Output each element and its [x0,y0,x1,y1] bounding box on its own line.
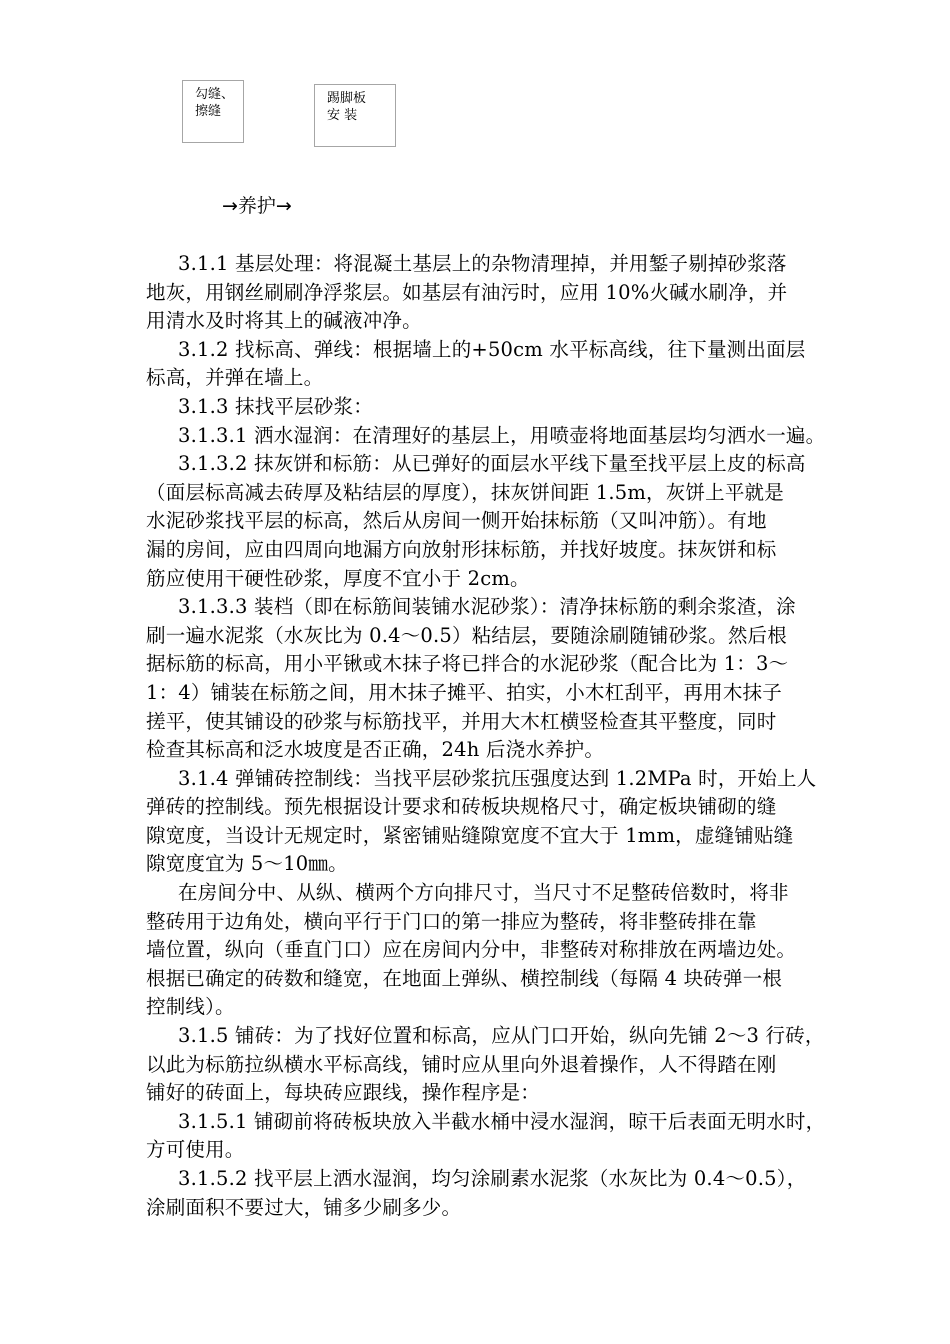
paragraph-3-1-3-1: 3.1.3.1 洒水湿润：在清理好的基层上，用喷壶将地面基层均匀洒水一遍。 [178,423,826,447]
paragraph-3-1-5-1: 3.1.5.1 铺砌前将砖板块放入半截水桶中浸水湿润，晾干后表面无明水时， 方可使用。 [146,1109,826,1162]
paragraph-3-1-2: 3.1.2 找标高、弹线：根据墙上的+50cm 水平标高线，往下量测出面层 标高，并弹在墙上。 [146,337,806,390]
paragraph-3-1-5-2: 3.1.5.2 找平层上洒水湿润，均匀涂刷素水泥浆（水灰比为 0.4～0.5）， 涂刷面积不要过大，铺多少刷多少。 [146,1167,807,1219]
paragraph-3-1-3-3: 3.1.3.3 装档（即在标筋间装铺水泥砂浆）：清净抹标筋的剩余浆渣，涂 刷一遍水泥浆（水灰比为 0.4～0.5）粘结层，要随涂刷随铺砂浆。然后根 据标筋的标高，用小平锹或木抹子将已拌合的水泥砂浆（配合比为 1：3～ 1：4）铺装在标筋之间，用木抹子摊平、拍实，小木杠刮平，再用木抹子 搓平，使其铺设的砂浆与标筋找平，并用大木杠横竖检查其平整度，同时 检查其标高和泛水坡度是否正确，24h 后浇水养护。 [146,595,796,762]
paragraph-3-1-4: 3.1.4 弹铺砖控制线：当找平层砂浆抗压强度达到 1.2MPa 时，开始上人 弹砖的控制线。预先根据设计要求和砖板块规格尺寸，确定板块铺砌的缝 隙宽度，当设计无规定时，紧密铺贴缝隙宽度不宜大于 1mm，虚缝铺贴缝 隙宽度宜为 5～10㎜。 [146,766,817,876]
document-body [146,250,906,1222]
paragraph-3-1-1: 3.1.1 基层处理：将混凝土基层上的杂物清理掉，并用錾子剔掉砂浆落 地灰，用钢丝刷刷净浮浆层。如基层有油污时，应用 10%火碱水刷净，并 用清水及时将其上的碱液冲净。 [146,252,788,333]
paragraph-3-1-3-2: 3.1.3.2 抹灰饼和标筋：从已弹好的面层水平线下量至找平层上皮的标高 （面层标高减去砖厚及粘结层的厚度），抹灰饼间距 1.5m，灰饼上平就是 水泥砂浆找平层的标高，然后从房间一侧开始抹标筋（又叫冲筋）。有地 漏的房间，应由四周向地漏方向放射形抹标筋，并找好坡度。抹灰饼和标 筋应使用干硬性砂浆，厚度不宜小于 2cm。 [146,452,806,590]
flow-arrow-yanghu: →养护→ [222,195,292,217]
flow-box-goufeng-cafeng: 勾缝、 擦缝 [182,80,244,143]
paragraph-3-1-3: 3.1.3 抹找平层砂浆： [178,394,373,418]
paragraph-layout-rules: 在房间分中、从纵、横两个方向排尺寸，当尺寸不足整砖倍数时，将非 整砖用于边角处，横向平行于门口的第一排应为整砖，将非整砖排在靠 墙位置，纵向（垂直门口）应在房间内分中，非整砖对称排放在两墙边处。 根据已确定的砖数和缝宽，在地面上弹纵、横控制线（每隔 4 块砖弹一根 控制线）。 [146,881,797,1019]
paragraph-3-1-5: 3.1.5 铺砖：为了找好位置和标高，应从门口开始，纵向先铺 2～3 行砖， 以此为标筋拉纵横水平标高线，铺时应从里向外退着操作，人不得踏在刚 铺好的砖面上，每块砖应跟线，操作程序是： [146,1024,825,1105]
flow-box-tijiaoban-anzhuang: 踢脚板 安 装 [314,84,396,147]
